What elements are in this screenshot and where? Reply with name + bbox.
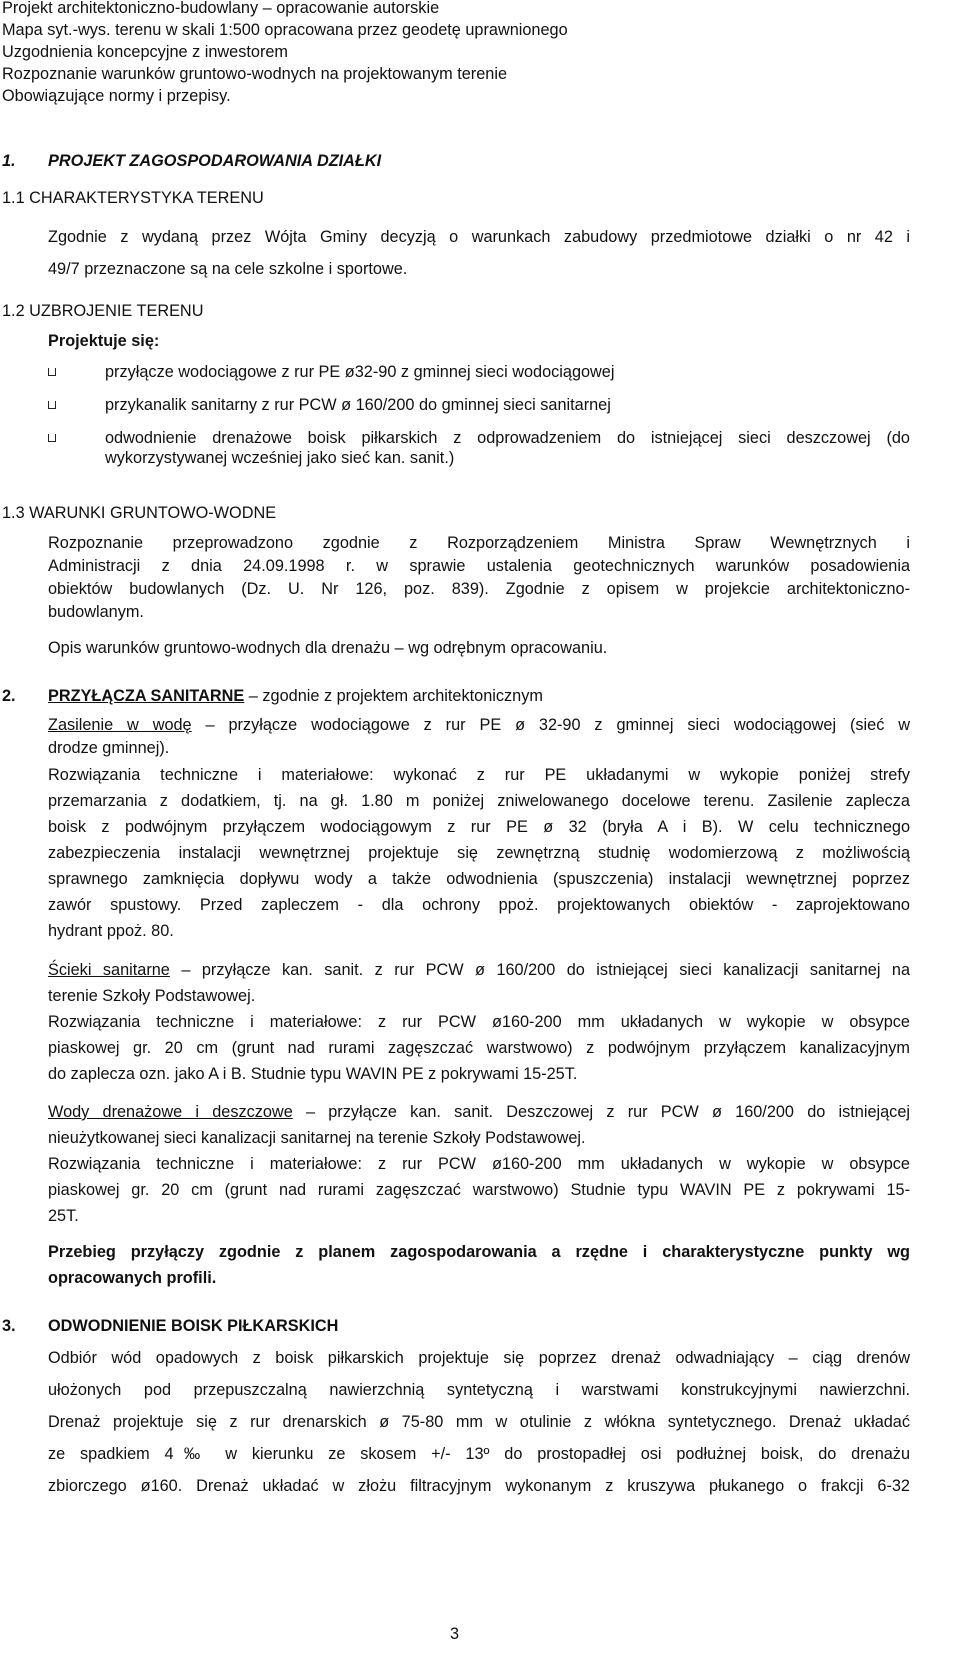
- sewage-line: Rozwiązania techniczne i materiałowe: z rur PCW ø160-200 mm układanych w wykopie w obsypce: [48, 1013, 910, 1031]
- drainage-line: 25T.: [48, 1207, 79, 1225]
- paragraph-line: Administracji z dnia 24.09.1998 r. w sprawie ustalenia geotechnicznych warunków posadowienia: [48, 557, 910, 575]
- water-line: – przyłącze wodociągowe z rur PE ø 32-90 z gminnej sieci wodociągowej (sieć w: [191, 716, 910, 734]
- water-line: zabezpieczenia instalacji wewnętrznej projektuje się zewnętrzną studnię wodomierzową z możliwością: [48, 844, 910, 862]
- water-line: hydrant ppoż. 80.: [48, 922, 174, 940]
- section-2-title-rest: – zgodnie z projektem architektonicznym: [244, 687, 543, 705]
- water-line: boisk z podwójnym przyłączem wodociągowym z rur PE ø 32 (bryła A i B). W celu technicznego: [48, 818, 910, 836]
- paragraph-line: ze spadkiem 4‰ w kierunku ze skosem +/- 13º do prostopadłej osi podłużnej boisk, do drenażu: [48, 1445, 910, 1463]
- sewage-line: – przyłącze kan. sanit. z rur PCW ø 160/200 do istniejącej sieci kanalizacji sanitarnej na: [169, 961, 911, 979]
- bullet-item-continuation: wykorzystywanej wcześniej jako sieć kan. sanit.): [105, 449, 455, 467]
- sewage-label: Ścieki sanitarne: [48, 961, 170, 979]
- intro-line: Mapa syt.-wys. terenu w skali 1:500 opracowana przez geodetę uprawnionego: [2, 21, 568, 39]
- sewage-line: do zaplecza ozn. jako A i B. Studnie typu WAVIN PE z pokrywami 15-25T.: [48, 1065, 578, 1083]
- sewage-line: terenie Szkoły Podstawowej.: [48, 987, 256, 1005]
- subsection-1-2-heading: 1.2 UZBROJENIE TERENU: [2, 302, 204, 320]
- paragraph-line: zbiorczego ø160. Drenaż układać w złożu filtracyjnym wykonanym z kruszywa płukanego o frakcji 6-32: [48, 1477, 910, 1495]
- drainage-line: nieużytkowanej sieci kanalizacji sanitarnej na terenie Szkoły Podstawowej.: [48, 1129, 586, 1147]
- paragraph-line: Zgodnie z wydaną przez Wójta Gminy decyzją o warunkach zabudowy przedmiotowe działki o nr 42 i: [48, 228, 910, 246]
- drainage-first-line: [48, 1101, 910, 1123]
- bullet-icon: [48, 368, 56, 376]
- water-line: Rozwiązania techniczne i materiałowe: wykonać z rur PE układanymi w wykopie poniżej strefy: [48, 766, 910, 784]
- drainage-line: – przyłącze kan. sanit. Deszczowej z rur PCW ø 160/200 do istniejącej: [292, 1103, 910, 1121]
- paragraph-line: Drenaż projektuje się z rur drenarskich ø 75-80 mm w otulinie z włókna syntetycznego. Drenaż układać: [48, 1413, 910, 1431]
- section-3-number: 3.: [2, 1317, 16, 1335]
- soil-note: Opis warunków gruntowo-wodnych dla drenażu – wg odrębnym opracowaniu.: [48, 639, 608, 657]
- intro-line: Obowiązujące normy i przepisy.: [2, 87, 231, 105]
- water-first-line: [48, 714, 910, 736]
- bullet-item: przykanalik sanitarny z rur PCW ø 160/200 do gminnej sieci sanitarnej: [105, 396, 611, 414]
- section-2-heading-line: [48, 685, 543, 707]
- bullet-icon: [48, 401, 56, 409]
- sewage-line: piaskowej gr. 20 cm (grunt nad rurami zagęszczać warstwowo) z podwójnym przyłączem kanalizacyjnym: [48, 1039, 910, 1057]
- water-line: zawór spustowy. Przed zapleczem - dla ochrony ppoż. projektowanych obiektów - zaprojektowano: [48, 896, 910, 914]
- sewage-first-line: [48, 959, 910, 981]
- water-line: sprawnego zamknięcia dopływu wody a także odwodnienia (spuszczenia) instalacji wewnętrznej poprzez: [48, 870, 910, 888]
- bullet-item: przyłącze wodociągowe z rur PE ø32-90 z gminnej sieci wodociągowej: [105, 363, 615, 381]
- bullet-item: odwodnienie drenażowe boisk piłkarskich z odprowadzeniem do istniejącej sieci deszczowej (do: [105, 429, 910, 447]
- subsection-1-1-heading: 1.1 CHARAKTERYSTYKA TERENU: [2, 189, 264, 207]
- drainage-line: piaskowej gr. 20 cm (grunt nad rurami zagęszczać warstwowo) Studnie typu WAVIN PE z pokrywami 15-: [48, 1181, 910, 1199]
- water-line: drodze gminnej).: [48, 739, 170, 757]
- paragraph-line: Odbiór wód opadowych z boisk piłkarskich projektuje się poprzez drenaż odwadniający – ciąg drenów: [48, 1349, 910, 1367]
- drainage-line: Rozwiązania techniczne i materiałowe: z rur PCW ø160-200 mm układanych w wykopie w obsypce: [48, 1155, 910, 1173]
- intro-line: Uzgodnienia koncepcyjne z inwestorem: [2, 43, 288, 61]
- intro-line: Rozpoznanie warunków gruntowo-wodnych na projektowanym terenie: [2, 65, 507, 83]
- subsection-1-3-heading: 1.3 WARUNKI GRUNTOWO-WODNE: [2, 504, 277, 522]
- paragraph-line: Rozpoznanie przeprowadzono zgodnie z Rozporządzeniem Ministra Spraw Wewnętrznych i: [48, 534, 910, 552]
- section-1-number: 1.: [2, 152, 16, 170]
- paragraph-line: ułożonych pod przepuszczalną nawierzchnią syntetyczną i warstwami konstrukcyjnymi nawierzchni.: [48, 1381, 910, 1399]
- routing-note: opracowanych profili.: [48, 1269, 217, 1287]
- section-2-title: PRZYŁĄCZA SANITARNE: [48, 687, 245, 705]
- paragraph-line: budowlanym.: [48, 603, 144, 621]
- bullet-icon: [48, 434, 56, 442]
- paragraph-line: obiektów budowlanych (Dz. U. Nr 126, poz. 839). Zgodnie z opisem w projekcie architektoniczno-: [48, 580, 910, 598]
- section-3-title: ODWODNIENIE BOISK PIŁKARSKICH: [48, 1317, 339, 1335]
- page-number: 3: [450, 1625, 460, 1643]
- section-1-title: PROJEKT ZAGOSPODAROWANIA DZIAŁKI: [48, 152, 382, 170]
- paragraph-line: 49/7 przeznaczone są na cele szkolne i sportowe.: [48, 260, 408, 278]
- drainage-label: Wody drenażowe i deszczowe: [48, 1103, 293, 1121]
- water-line: przemarzania z dodatkiem, tj. na gł. 1.80 m poniżej zniwelowanego docelowe terenu. Zasilenie zaplecza: [48, 792, 910, 810]
- routing-note: Przebieg przyłączy zgodnie z planem zagospodarowania a rzędne i charakterystyczne punkty wg: [48, 1243, 910, 1261]
- projektuje-lead: Projektuje się:: [48, 332, 160, 350]
- section-2-number: 2.: [2, 687, 16, 705]
- water-label: Zasilenie w wodę: [48, 716, 192, 734]
- intro-line: Projekt architektoniczno-budowlany – opracowanie autorskie: [2, 0, 440, 17]
